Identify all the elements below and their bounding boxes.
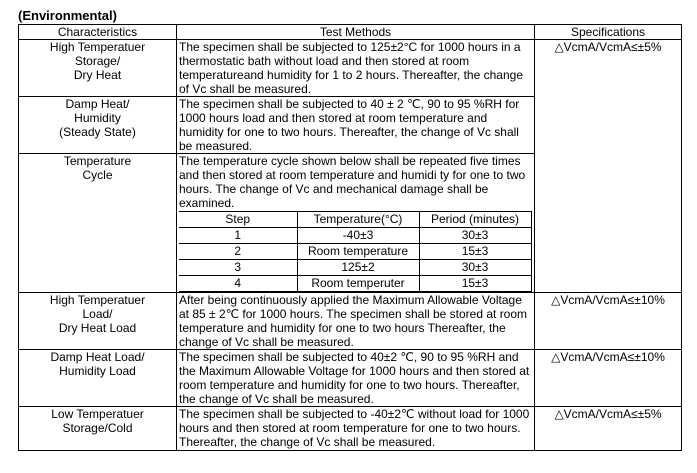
temperature-cycle-table xyxy=(179,211,532,292)
cycle-step: 2 xyxy=(179,244,297,260)
spec-cell xyxy=(535,293,682,350)
characteristic-line: Dry Heat xyxy=(73,68,122,82)
spec-text: △VcmA/VcmA≤±10% xyxy=(551,350,665,364)
method-cell xyxy=(177,407,535,451)
characteristic-cell xyxy=(19,97,177,154)
spec-cell-shared xyxy=(535,40,682,293)
header-test-methods: Test Methods xyxy=(177,25,535,40)
cycle-temperature: 125±2 xyxy=(297,260,419,276)
method-text: The specimen shall be subjected to 125±2°C for 1000 hours in a thermostatic bath without load and then stored at room temperatureand humidity for 1 to 2 hours. Thereafter, the change of Vc shall be measured. xyxy=(179,40,523,96)
method-text: The specimen shall be subjected to 40 ± 2 ℃, 90 to 95 %RH for 1000 hours load and then stored at room temperature and humidity for one to two hours. Thereafter, the change of Vc shall be measured. xyxy=(179,97,520,153)
characteristic-cell xyxy=(19,40,177,97)
characteristic-cell xyxy=(19,293,177,350)
characteristic-line: Humidity Load xyxy=(59,364,136,378)
cycle-header-row xyxy=(179,212,531,228)
characteristic-line: Dry Heat Load xyxy=(58,321,137,335)
cycle-row xyxy=(179,276,531,292)
characteristic-line: Cycle xyxy=(82,168,113,182)
cycle-step: 4 xyxy=(179,276,297,292)
spec-text: △VcmA/VcmA≤±5% xyxy=(554,40,662,54)
spec-cell xyxy=(535,350,682,407)
characteristic-line: Storage/Cold xyxy=(62,421,133,435)
method-cell xyxy=(177,293,535,350)
header-characteristics: Characteristics xyxy=(19,25,177,40)
table-row xyxy=(19,40,682,97)
cycle-row xyxy=(179,244,531,260)
cycle-row xyxy=(179,260,531,276)
cycle-temperature: -40±3 xyxy=(297,228,419,244)
section-title: (Environmental) xyxy=(18,8,117,23)
cycle-header-period: Period (minutes) xyxy=(419,212,531,228)
method-text: The specimen shall be subjected to -40±2℃ without load for 1000 hours and then stored at room temperature for one to two hours. Thereafter, the change of Vc shall be measured. xyxy=(179,407,530,449)
spec-text: △VcmA/VcmA≤±5% xyxy=(554,407,662,421)
cycle-period: 15±3 xyxy=(419,244,531,260)
cycle-row xyxy=(179,228,531,244)
cycle-step: 3 xyxy=(179,260,297,276)
cycle-temperature: Room temperature xyxy=(297,244,419,260)
characteristic-line: High Temperatuer xyxy=(49,293,146,307)
method-cell xyxy=(177,350,535,407)
characteristic-line: Storage/ xyxy=(74,54,121,68)
characteristic-line: (Steady State) xyxy=(59,125,136,139)
header-specifications: Specifications xyxy=(535,25,682,40)
table-row xyxy=(19,293,682,350)
characteristic-line: Load/ xyxy=(82,307,113,321)
method-text: After being continuously applied the Maximum Allowable Voltage at 85 ± 2℃ for 1000 hours. The specimen shall be stored at room temperature and humidity for one to two hours Thereafter, the change of Vc shall be measured. xyxy=(179,293,528,349)
table-row xyxy=(19,407,682,451)
cycle-header-temperature: Temperature(°C) xyxy=(297,212,419,228)
cycle-step: 1 xyxy=(179,228,297,244)
cycle-period: 30±3 xyxy=(419,228,531,244)
table-row xyxy=(19,350,682,407)
spec-cell xyxy=(535,407,682,451)
characteristic-line: Humidity xyxy=(74,111,121,125)
method-text: The specimen shall be subjected to 40±2 ℃, 90 to 95 %RH and the Maximum Allowable Voltage for 1000 hours and then stored at room temperature and humidity for one to two hours. Thereafter, the change of Vc shall be measured. xyxy=(179,350,530,406)
cycle-period: 15±3 xyxy=(419,276,531,292)
header-row xyxy=(19,25,682,40)
cycle-temperature: Room temperuter xyxy=(297,276,419,292)
method-cell xyxy=(177,97,535,154)
cycle-period: 30±3 xyxy=(419,260,531,276)
characteristic-line: Low Temperatuer xyxy=(51,407,144,421)
method-cell xyxy=(177,40,535,97)
method-text: The temperature cycle shown below shall be repeated five times and then stored at room temperature and humidi ty for one to two hours. The change of Vc and mechanical damage shall be examined. xyxy=(179,154,526,210)
characteristic-cell xyxy=(19,350,177,407)
cycle-header-step: Step xyxy=(179,212,297,228)
characteristic-line: Damp Heat/ xyxy=(65,97,130,111)
characteristic-cell xyxy=(19,407,177,451)
environmental-table xyxy=(18,24,682,451)
characteristic-line: High Temperatuer xyxy=(49,40,146,54)
method-cell xyxy=(177,154,535,293)
characteristic-cell xyxy=(19,154,177,293)
characteristic-line: Temperature xyxy=(63,154,132,168)
spec-text: △VcmA/VcmA≤±10% xyxy=(551,293,665,307)
characteristic-line: Damp Heat Load/ xyxy=(50,350,145,364)
